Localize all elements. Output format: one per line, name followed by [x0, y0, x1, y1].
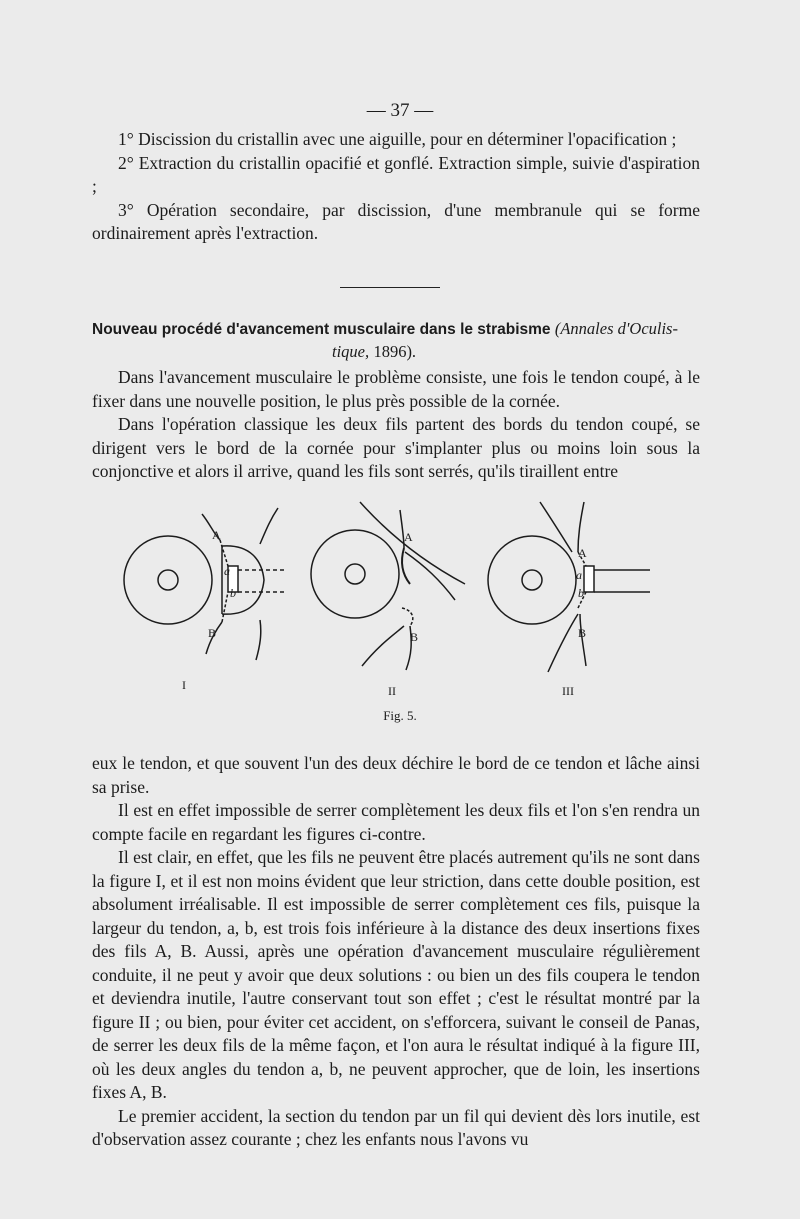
page-number: — 37 —: [366, 100, 434, 121]
list-item-1: 1° Discission du cristallin avec une aiguille, pour en déterminer l'opacification ;: [118, 129, 677, 149]
section-heading: [92, 318, 700, 364]
list-item-2: 2° Extraction du cristallin opacifié et gonflé. Extraction simple, suivie d'aspiration ;: [92, 152, 700, 196]
label-a-panel-1: a: [224, 564, 230, 578]
paragraph: Il est en effet impossible de serrer complètement les deux fils et l'on s'en rendra un compte facile en regardant les figures ci-contre.: [92, 800, 700, 844]
figure-drawing: [110, 490, 700, 690]
paragraph: eux le tendon, et que souvent l'un des deux déchire le bord de ce tendon et lâche ainsi sa prise.: [92, 753, 700, 797]
heading-citation-journal-end: tique,: [332, 342, 370, 361]
numbered-list: [92, 128, 700, 246]
section-divider: [340, 287, 440, 288]
label-A-panel-3: A: [578, 546, 587, 560]
label-panel-2-number: II: [388, 684, 396, 698]
label-A-panel-2: A: [404, 530, 413, 544]
paragraph: Dans l'avancement musculaire le problème consiste, une fois le tendon coupé, à le fixer dans une nouvelle position, le plus près possible de la cornée.: [92, 367, 700, 411]
panel-1-drawing: [124, 508, 285, 660]
label-A-panel-1: A: [212, 528, 221, 542]
label-b-panel-1: b: [230, 586, 236, 600]
intro-paragraphs: [92, 366, 700, 484]
figure-strabismus-diagrams: [110, 490, 700, 698]
heading-citation-year: 1896).: [373, 342, 417, 361]
paragraph: Il est clair, en effet, que les fils ne peuvent être placés autrement qu'ils ne sont dans la figure I, et il est non moins évident que leur striction, dans cette double position, est absolument irréalisable. Il est impossible de serrer complètement ces fils, puisque la largeur du tendon, a, b, est trois fois inférieure à la distance des deux insertions fixes des fils A, B. Aussi, après une opération d'avancement musculaire régulièrement conduite, il ne peut y avoir que deux solutions : ou bien un des fils coupera le tendon et deviendra inutile, l'autre conservant tout son effet ; c'est le résultat montré par la figure II ; ou bien, pour éviter cet accident, on s'efforcera, suivant le conseil de Panas, de serrer les deux fils de la même façon, et l'on aura le résultat indiqué à la figure III, où les deux angles du tendon a, b, ne peuvent approcher, que de loin, les insertions fixes A, B.: [92, 847, 700, 1102]
heading-citation-journal: (Annales d'Oculis-: [554, 319, 678, 338]
label-b-panel-3: b: [578, 586, 584, 600]
panel-3-drawing: [488, 502, 650, 672]
label-B-panel-2: B: [410, 630, 419, 644]
label-panel-3-number: III: [562, 684, 574, 698]
panel-2-drawing: [311, 502, 465, 670]
paragraph: Le premier accident, la section du tendon par un fil qui devient dès lors inutile, est d'observation assez courante ; chez les enfants nous l'avons vu: [92, 1105, 700, 1149]
label-B-panel-1: B: [208, 626, 217, 640]
figure-caption: Fig. 5.: [383, 708, 417, 723]
label-B-panel-3: B: [578, 626, 587, 640]
list-item-3: 3° Opération secondaire, par discission, d'une membranule qui se forme ordinairement après l'extraction.: [92, 199, 700, 243]
body-paragraphs: [92, 752, 700, 1152]
heading-title: Nouveau procédé d'avancement musculaire dans le strabisme: [92, 321, 551, 338]
paragraph: Dans l'opération classique les deux fils partent des bords du tendon coupé, se dirigent vers le bord de la cornée pour s'implanter plus ou moins loin sous la conjonctive et alors il arrive, quand les fils sont serrés, qu'ils tiraillent entre: [92, 414, 700, 481]
label-panel-1-number: I: [182, 678, 186, 692]
label-a-panel-3: a: [576, 568, 582, 582]
